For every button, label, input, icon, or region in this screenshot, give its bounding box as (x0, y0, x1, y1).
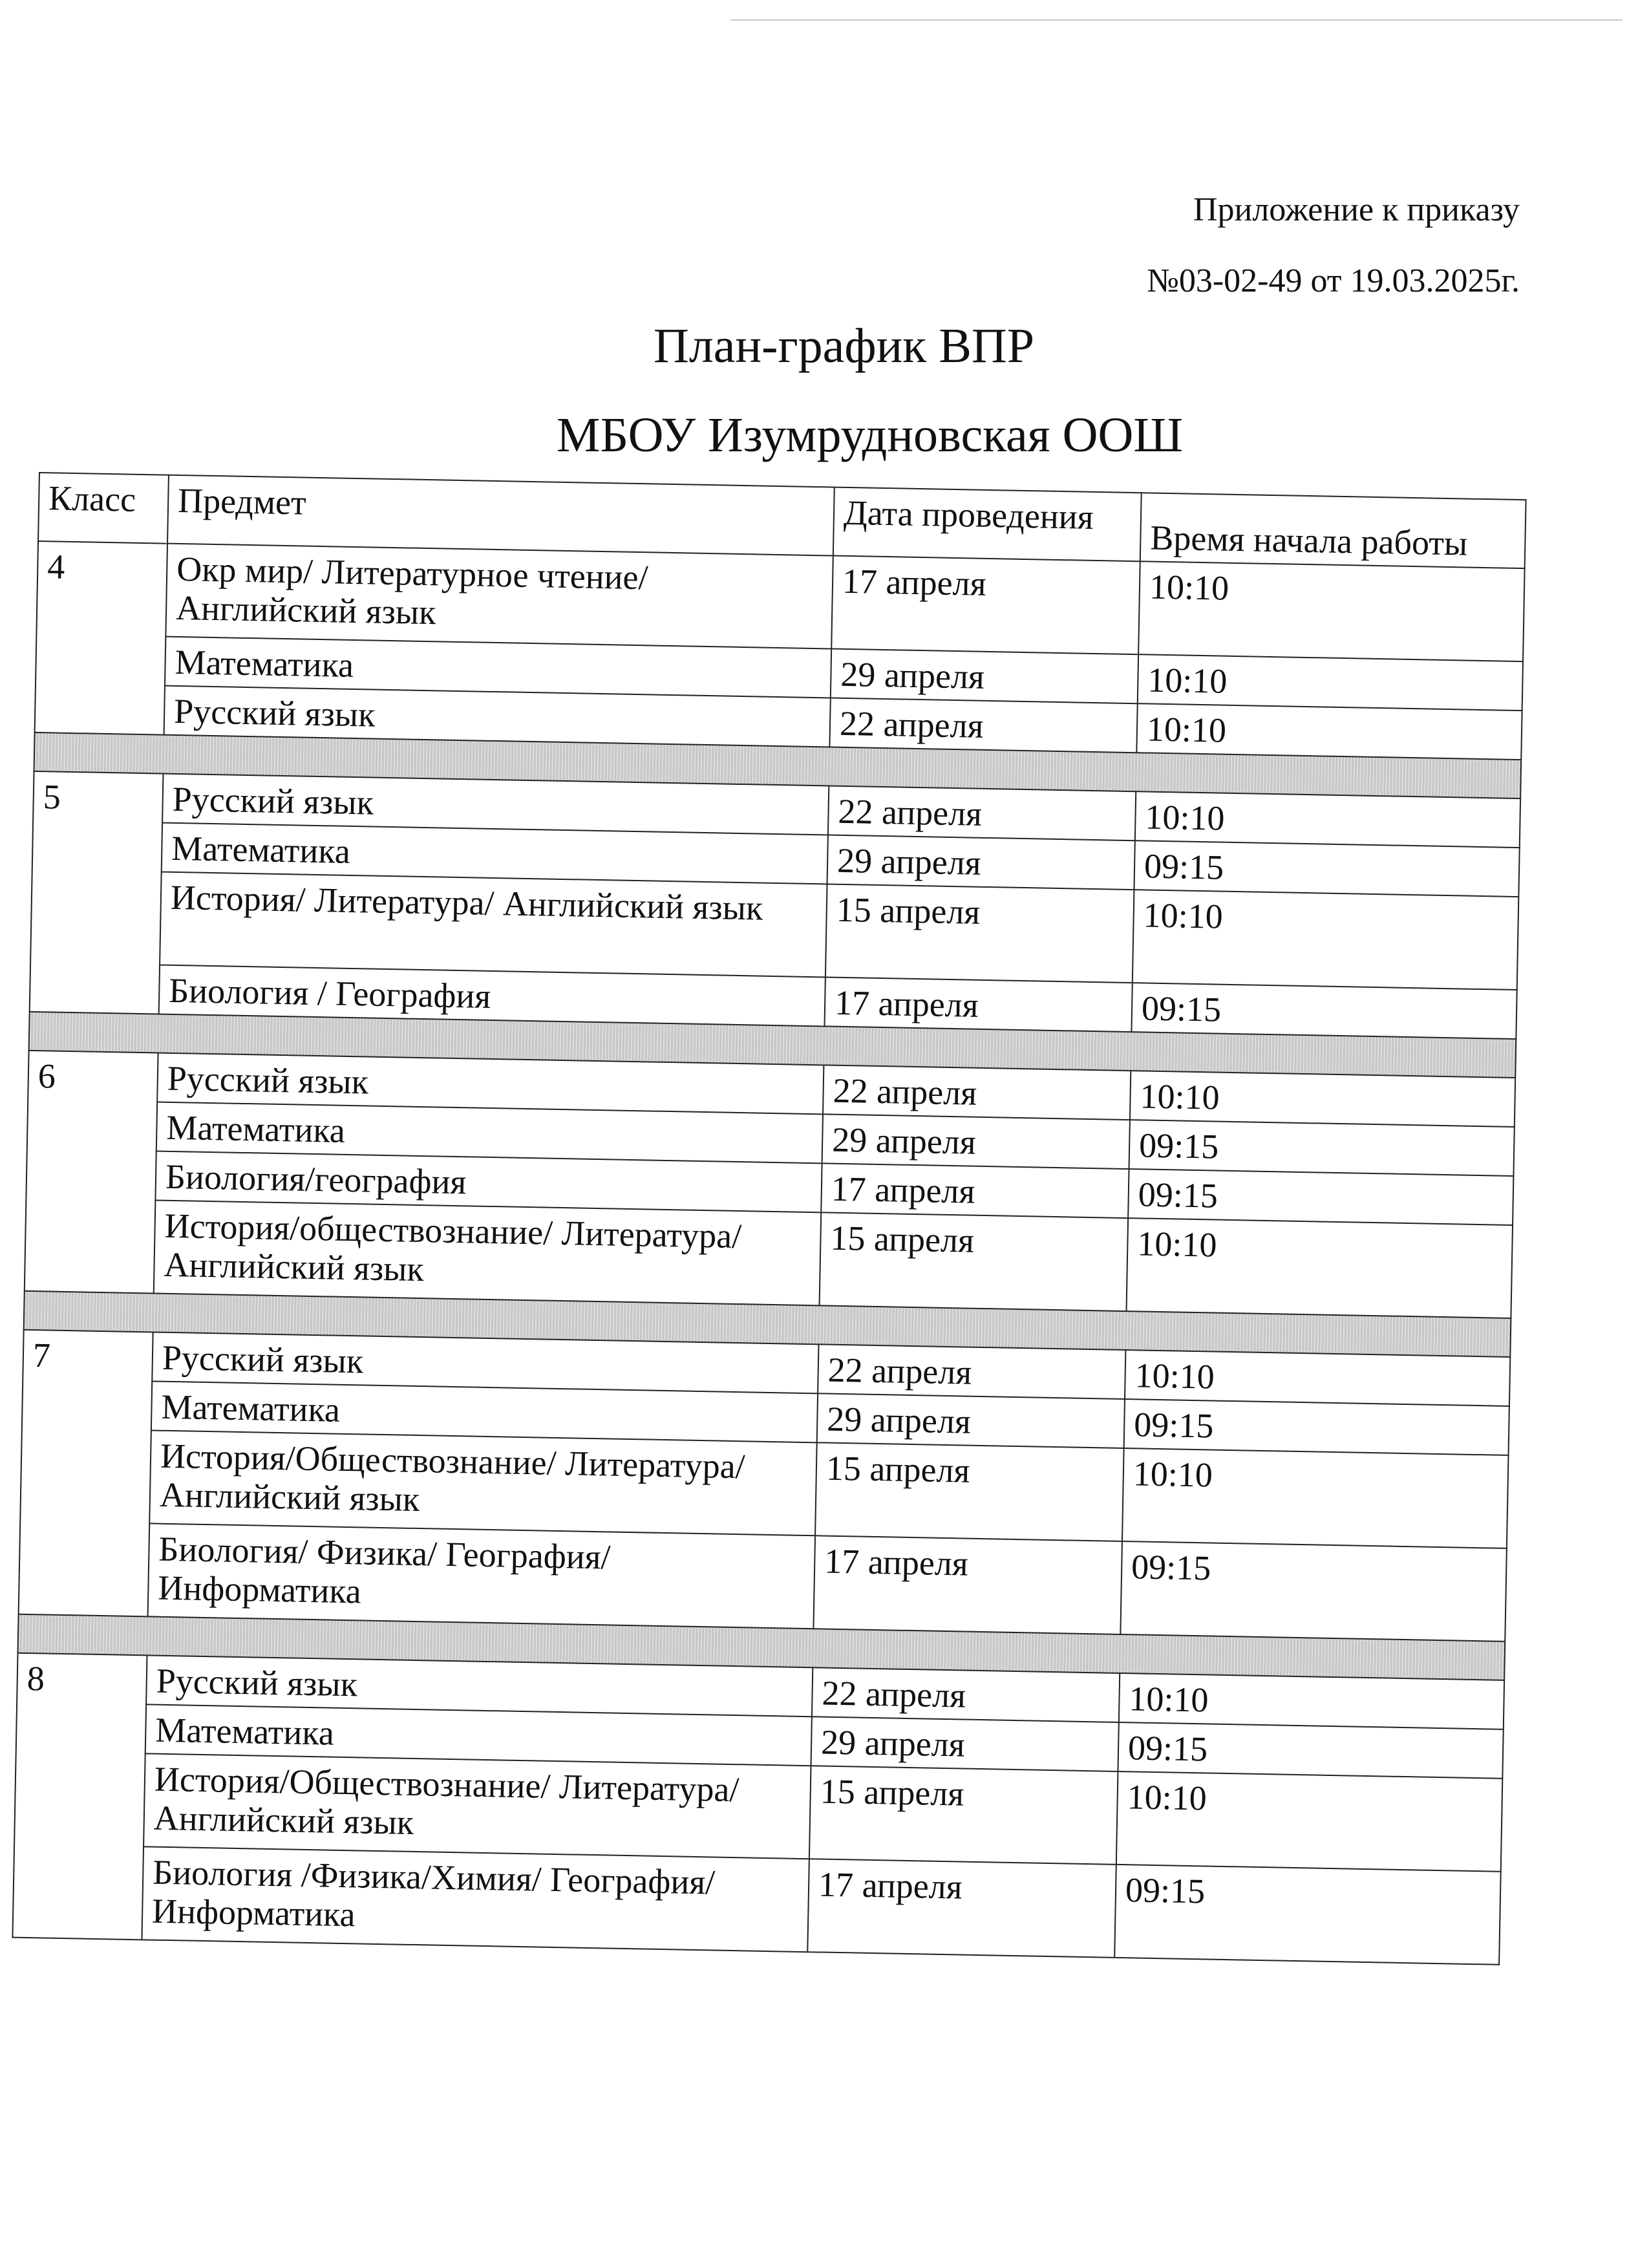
school-name: МБОУ Изумрудновская ООШ (556, 408, 1184, 462)
schedule-table (12, 472, 1526, 1965)
subject-cell: Биология/ Физика/ География/ Информатика (148, 1523, 815, 1629)
scan-edge-line (730, 19, 1622, 21)
time-cell: 09:15 (1120, 1541, 1507, 1642)
subject-cell: Окр мир/ Литературное чтение/ Английский язык (165, 544, 833, 649)
date-cell: 17 апреля (821, 1163, 1129, 1218)
time-cell: 10:10 (1135, 791, 1520, 848)
header-time: Время начала работы (1140, 493, 1526, 568)
subject-cell: История/ Литература/ Английский язык (160, 872, 827, 978)
date-cell: 22 апреля (828, 786, 1136, 840)
time-cell: 10:10 (1116, 1771, 1503, 1872)
date-cell: 15 апреля (815, 1442, 1124, 1541)
schedule-sheet (12, 472, 1525, 1965)
class-cell: 8 (12, 1653, 147, 1940)
date-cell: 17 апреля (824, 977, 1132, 1032)
subject-cell: Математика (165, 637, 831, 698)
subject-cell: История/обществознание/ Литература/ Английский язык (154, 1200, 821, 1305)
subject-cell: Русский язык (146, 1655, 813, 1717)
date-cell: 15 апреля (809, 1766, 1118, 1865)
date-cell: 29 апреля (817, 1393, 1125, 1448)
subject-cell: Русский язык (157, 1053, 824, 1115)
table-header-row (39, 473, 1526, 548)
subject-cell: Биология / География (159, 965, 825, 1027)
schedule-body (12, 541, 1524, 1965)
subject-cell: Математика (151, 1381, 818, 1442)
subject-cell: Русский язык (162, 774, 829, 835)
time-cell: 10:10 (1133, 890, 1519, 990)
time-cell: 10:10 (1138, 654, 1523, 711)
time-cell: 10:10 (1130, 1071, 1515, 1127)
time-cell: 09:15 (1114, 1865, 1501, 1965)
class-cell: 5 (30, 771, 164, 1014)
time-cell: 10:10 (1125, 1350, 1510, 1406)
header-date: Дата проведения (833, 487, 1141, 542)
time-cell: 09:15 (1118, 1722, 1503, 1779)
date-cell: 17 апреля (813, 1535, 1122, 1634)
date-cell: 22 апреля (818, 1344, 1125, 1399)
date-cell: 29 апреля (831, 649, 1138, 704)
annex-line-1: Приложение к приказу (1193, 191, 1520, 228)
subject-cell: Русский язык (152, 1332, 818, 1393)
class-cell: 7 (19, 1330, 153, 1617)
subject-cell: Математика (145, 1704, 812, 1766)
subject-cell: История/Обществознание/ Литература/ Английский язык (144, 1753, 811, 1859)
date-cell: 17 апреля (831, 556, 1140, 655)
subject-cell: История/Обществознание/ Литература/ Английский язык (149, 1430, 816, 1535)
time-cell: 10:10 (1136, 703, 1522, 760)
class-cell: 6 (25, 1051, 158, 1294)
subject-cell: Математика (156, 1102, 823, 1164)
time-cell: 09:15 (1131, 983, 1516, 1039)
time-cell: 10:10 (1122, 1448, 1509, 1548)
subject-cell: Биология/география (155, 1151, 822, 1213)
annex-line-2: №03-02-49 от 19.03.2025г. (1147, 262, 1520, 299)
date-cell: 29 апреля (827, 835, 1135, 890)
date-cell: 29 апреля (822, 1114, 1130, 1169)
date-cell: 22 апреля (812, 1667, 1120, 1722)
date-cell: 22 апреля (829, 698, 1137, 753)
time-cell: 09:15 (1129, 1120, 1515, 1176)
time-cell: 10:10 (1119, 1673, 1504, 1729)
subject-cell: Русский язык (164, 686, 831, 747)
header-class: Класс (38, 473, 169, 544)
subject-cell: Биология /Физика/Химия/ География/ Информатика (142, 1846, 809, 1952)
time-cell: 10:10 (1126, 1218, 1513, 1318)
header-subject: Предмет (167, 475, 835, 556)
date-cell: 22 апреля (823, 1065, 1131, 1120)
time-cell: 09:15 (1128, 1169, 1513, 1225)
time-cell: 10:10 (1138, 561, 1525, 661)
date-cell: 29 апреля (811, 1717, 1119, 1771)
class-cell: 4 (35, 541, 167, 735)
date-cell: 15 апреля (825, 884, 1134, 983)
time-cell: 09:15 (1124, 1399, 1509, 1455)
document-title: План-график ВПР (653, 319, 1035, 373)
time-cell: 09:15 (1134, 840, 1519, 897)
date-cell: 17 апреля (807, 1859, 1116, 1958)
subject-cell: Математика (162, 823, 828, 884)
date-cell: 15 апреля (820, 1212, 1129, 1311)
